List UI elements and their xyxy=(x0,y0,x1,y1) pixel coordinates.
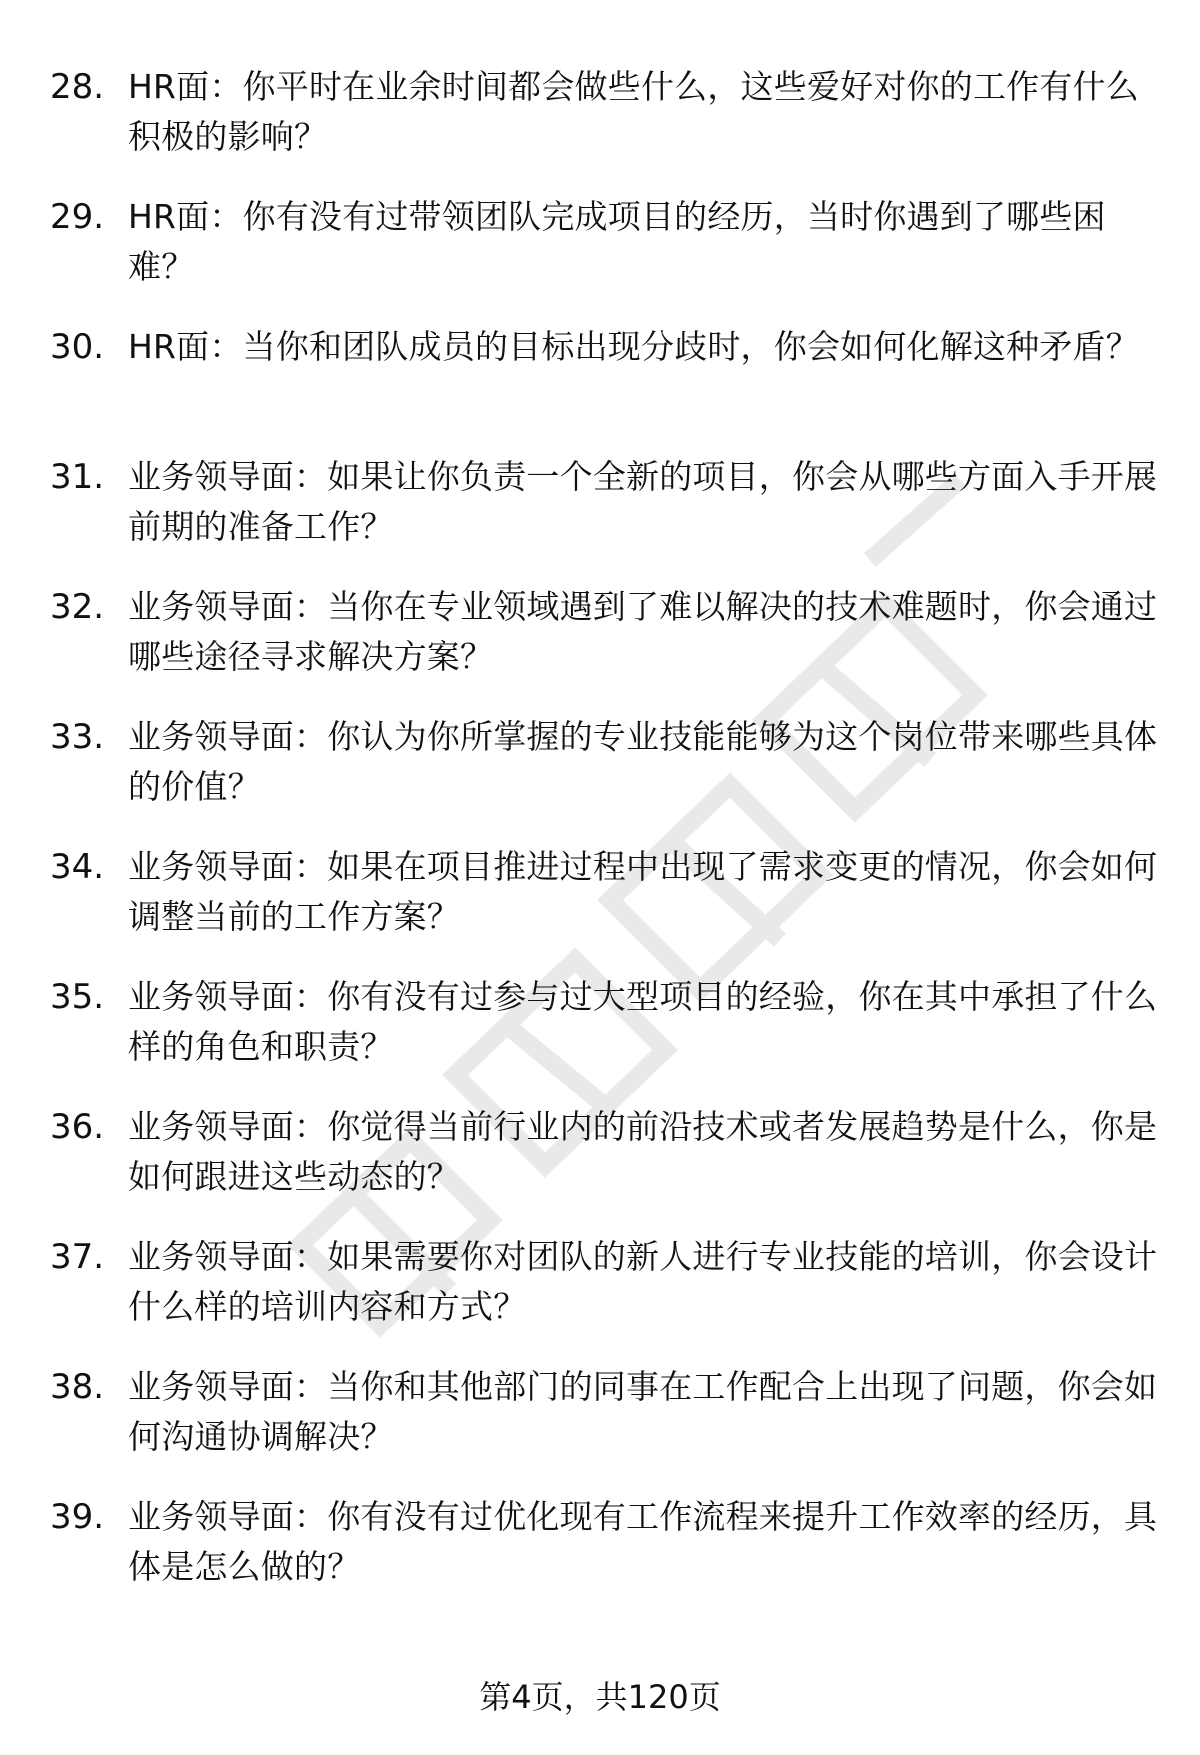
question-number: 30. xyxy=(50,327,105,367)
question-text: 业务领导面：如果在项目推进过程中出现了需求变更的情况，你会如何调整当前的工作方案？ xyxy=(128,847,1158,936)
question-number: 29. xyxy=(50,197,105,237)
question-number: 38. xyxy=(50,1367,105,1407)
question-number: 32. xyxy=(50,587,105,627)
question-item xyxy=(50,192,1160,322)
question-list xyxy=(50,62,1160,1622)
question-item xyxy=(50,452,1160,582)
question-item xyxy=(50,972,1160,1102)
question-text: 业务领导面：你觉得当前行业内的前沿技术或者发展趋势是什么，你是如何跟进这些动态的？ xyxy=(128,1107,1158,1196)
question-text: 业务领导面：你认为你所掌握的专业技能能够为这个岗位带来哪些具体的价值？ xyxy=(128,717,1158,806)
question-text: 业务领导面：如果让你负责一个全新的项目，你会从哪些方面入手开展前期的准备工作？ xyxy=(128,457,1158,546)
question-text: HR面：当你和团队成员的目标出现分歧时，你会如何化解这种矛盾？ xyxy=(128,327,1139,366)
question-item xyxy=(50,842,1160,972)
question-number: 33. xyxy=(50,717,105,757)
question-number: 28. xyxy=(50,67,105,107)
question-item xyxy=(50,712,1160,842)
question-text: HR面：你有没有过带领团队完成项目的经历，当时你遇到了哪些困难？ xyxy=(128,197,1106,286)
question-text: 业务领导面：你有没有过参与过大型项目的经验，你在其中承担了什么样的角色和职责？ xyxy=(128,977,1158,1066)
question-item xyxy=(50,322,1160,452)
page-footer: 第4页，共120页 xyxy=(479,1678,721,1716)
question-number: 31. xyxy=(50,457,105,497)
question-item xyxy=(50,1102,1160,1232)
question-text: 业务领导面：当你在专业领域遇到了难以解决的技术难题时，你会通过哪些途径寻求解决方案？ xyxy=(128,587,1158,676)
question-number: 37. xyxy=(50,1237,105,1277)
question-number: 34. xyxy=(50,847,105,887)
question-item xyxy=(50,1492,1160,1622)
question-item xyxy=(50,582,1160,712)
question-text: 业务领导面：你有没有过优化现有工作流程来提升工作效率的经历，具体是怎么做的？ xyxy=(128,1497,1158,1586)
question-number: 36. xyxy=(50,1107,105,1147)
question-number: 39. xyxy=(50,1497,105,1537)
question-text: 业务领导面：当你和其他部门的同事在工作配合上出现了问题，你会如何沟通协调解决？ xyxy=(128,1367,1158,1456)
question-text: HR面：你平时在业余时间都会做些什么，这些爱好对你的工作有什么积极的影响？ xyxy=(128,67,1139,156)
question-item xyxy=(50,1362,1160,1492)
question-text: 业务领导面：如果需要你对团队的新人进行专业技能的培训，你会设计什么样的培训内容和方式？ xyxy=(128,1237,1158,1326)
question-number: 35. xyxy=(50,977,105,1017)
question-item xyxy=(50,62,1160,192)
question-item xyxy=(50,1232,1160,1362)
